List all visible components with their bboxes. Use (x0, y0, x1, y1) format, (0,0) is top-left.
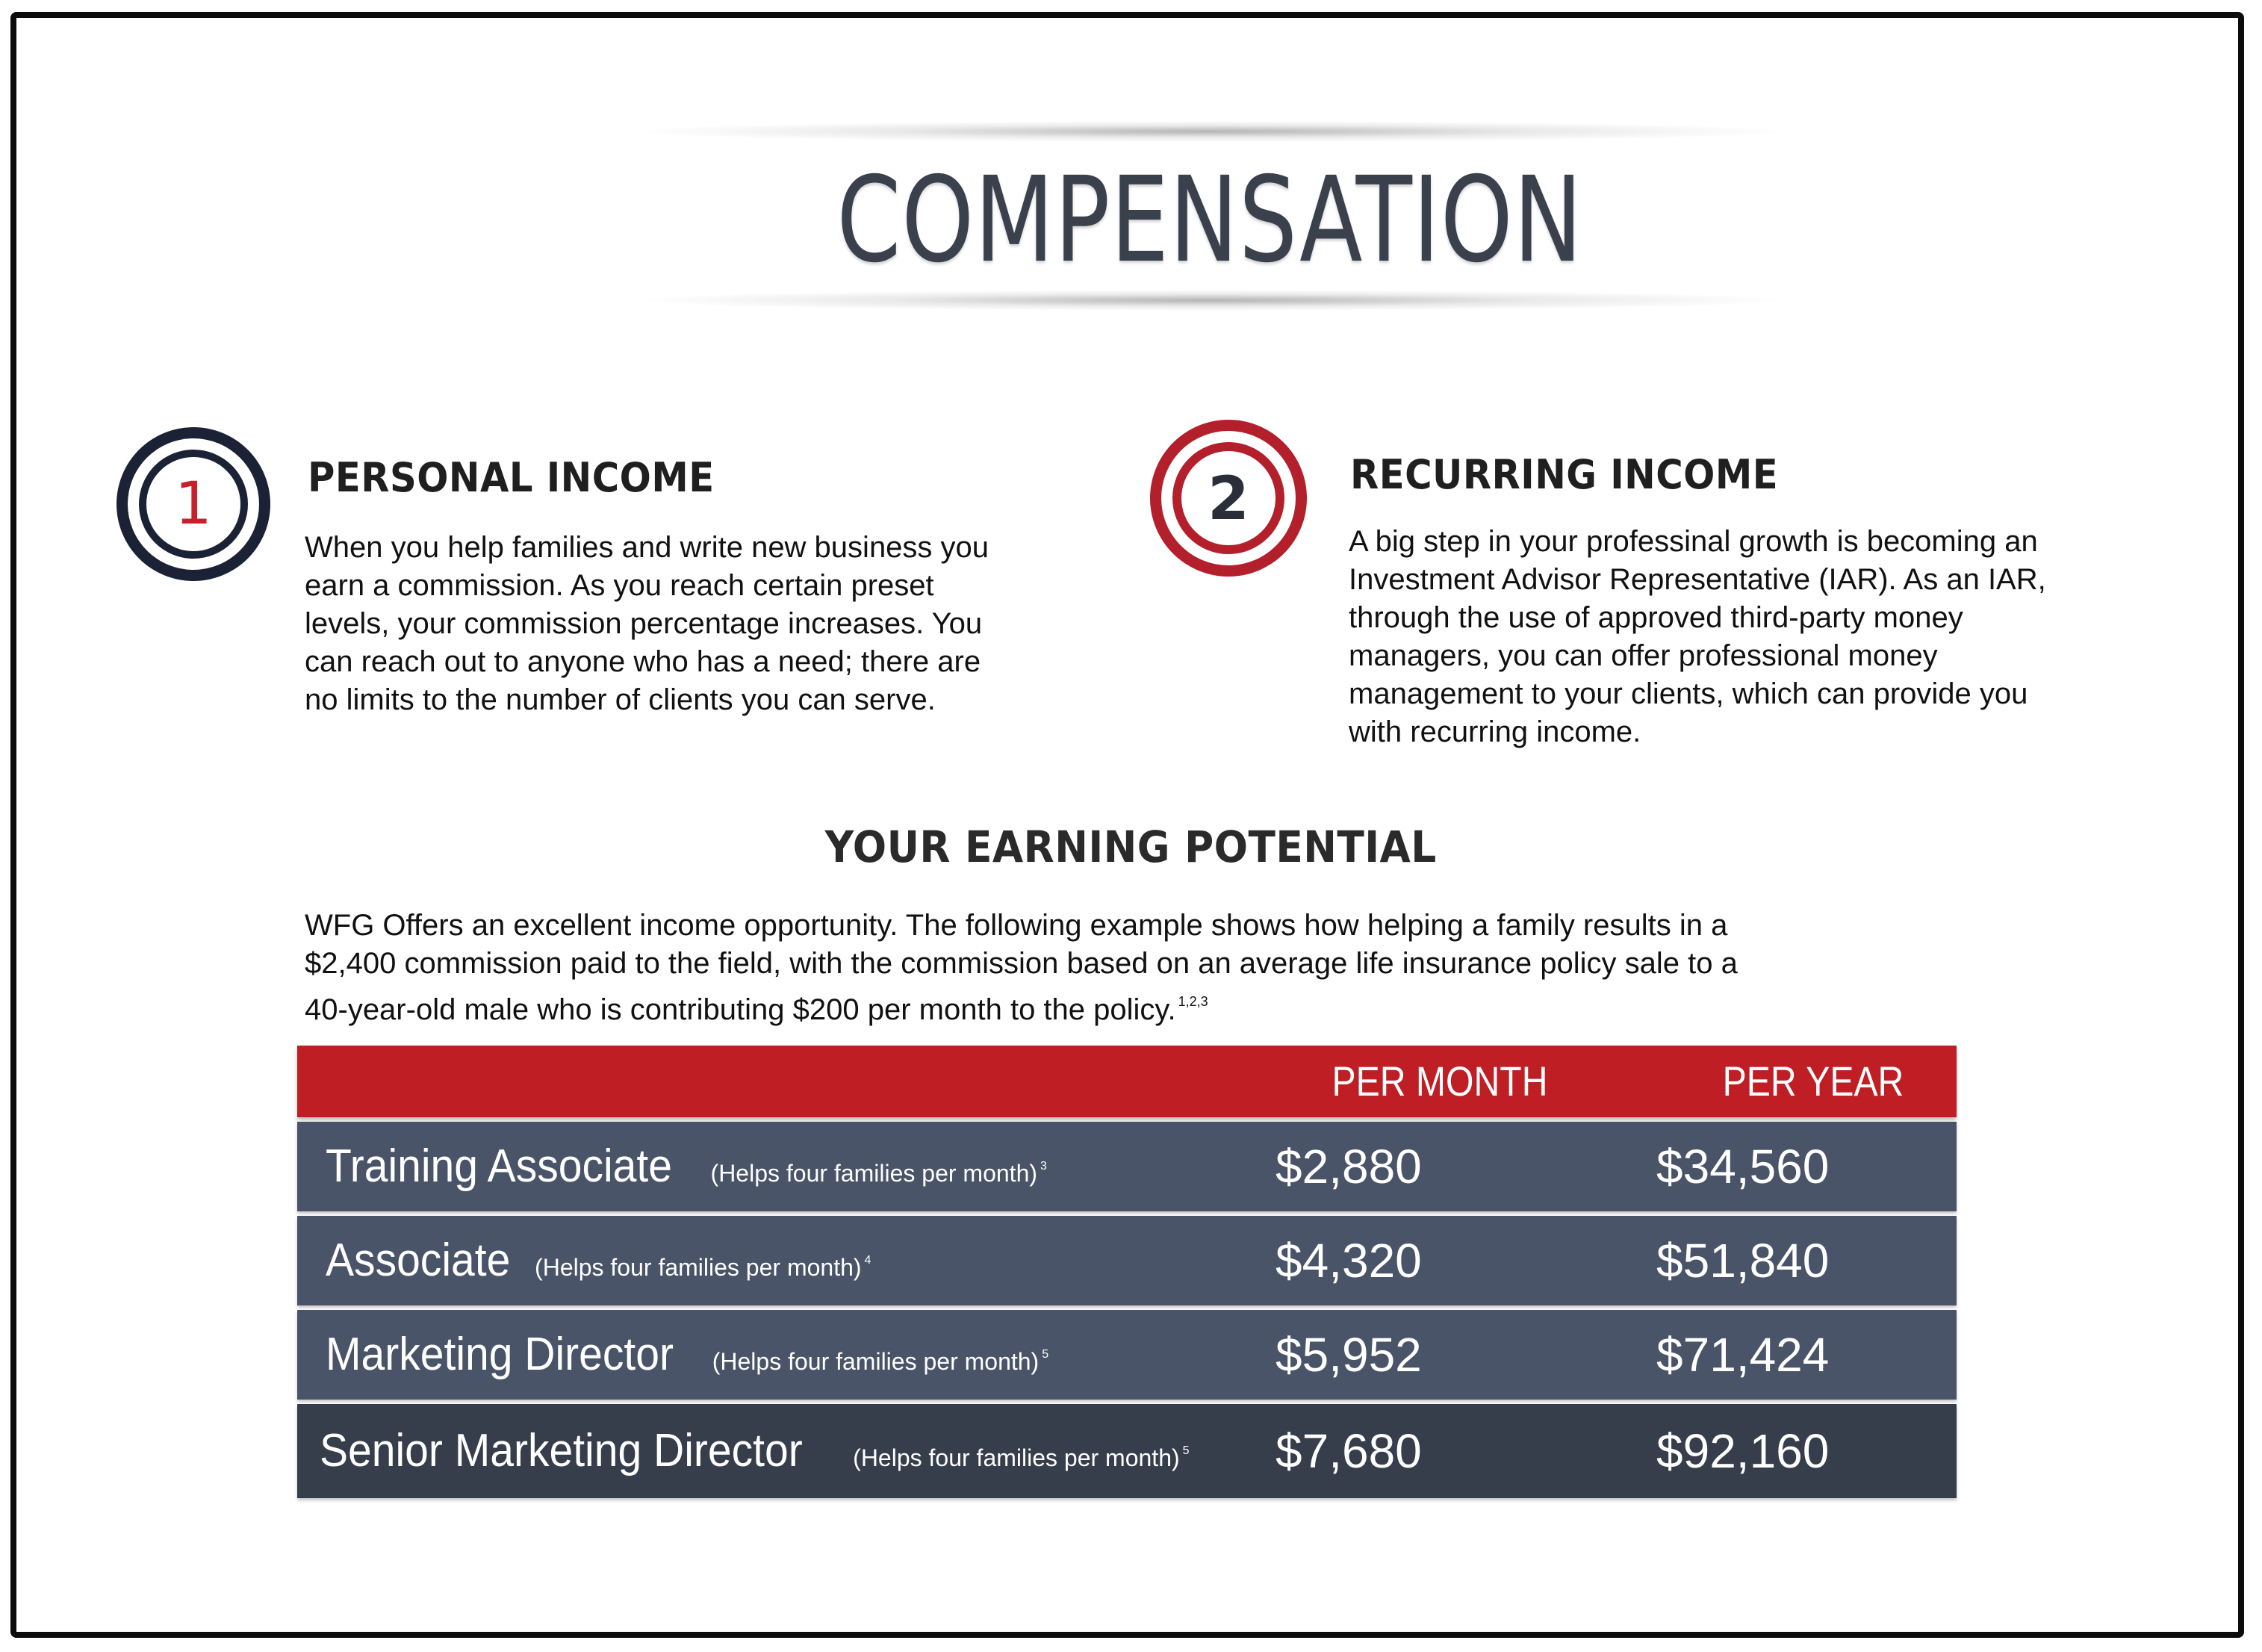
text-line: can reach out to anyone who has a need; there are (305, 645, 981, 678)
table-header (297, 1046, 1957, 1117)
row-label (320, 1404, 1190, 1505)
badge-number: 2 (1172, 442, 1284, 554)
personal-income-text (305, 529, 989, 719)
row-title: Senior Marketing Director (320, 1425, 803, 1476)
footnote-ref: 3 (1040, 1160, 1047, 1173)
text-line: earn a commission. As you reach certain preset (305, 569, 934, 602)
text-line: no limits to the number of clients you can serve. (305, 683, 936, 716)
text-line: Investment Advisor Representative (IAR). As an IAR, (1349, 563, 2046, 596)
per-year-value: $71,424 (1656, 1328, 1830, 1382)
title-banner (642, 112, 1777, 329)
row-note: (Helps four families per month) $^4$ (535, 1254, 871, 1281)
text-line: 40-year-old male who is contributing $200 per month to the policy. $^{1,2,3}$ (305, 993, 1208, 1026)
number-one-badge-icon (116, 427, 270, 581)
text-line: $2,400 commission paid to the field, with the commission based on an average life insurance policy sale to a (305, 947, 1738, 980)
row-label (326, 1122, 1047, 1218)
page-title: COMPENSATION (836, 152, 1583, 289)
text-line: levels, your commission percentage increases. You (305, 607, 983, 640)
recurring-income-heading: RECURRING INCOME (1350, 451, 1779, 498)
footnote-ref: 5 (1182, 1444, 1190, 1457)
row-note: (Helps four families per month) $^5$ (712, 1348, 1049, 1375)
row-title: Marketing Director (326, 1329, 674, 1380)
per-year-value: $34,560 (1656, 1140, 1830, 1193)
earnings-table (297, 1046, 1957, 1498)
row-title: Training Associate (326, 1140, 672, 1192)
recurring-income-text (1349, 523, 2046, 751)
text-line: management to your clients, which can provide you (1349, 677, 2028, 710)
per-month-value: $4,320 (1276, 1234, 1422, 1288)
text-line: managers, you can offer professional money (1349, 639, 1938, 672)
per-year-value: $92,160 (1656, 1424, 1830, 1478)
text-line: through the use of approved third-party money (1349, 601, 1963, 634)
row-note: (Helps four families per month) $^3$ (710, 1160, 1047, 1187)
personal-income-heading: PERSONAL INCOME (308, 454, 715, 501)
table-row (297, 1404, 1957, 1498)
row-label (326, 1310, 1048, 1406)
table-row (297, 1216, 1957, 1305)
per-month-header: PER MONTH (1332, 1058, 1548, 1105)
text-line: with recurring income. (1349, 715, 1641, 748)
earning-intro (305, 907, 1738, 1029)
text-line: A big step in your professinal growth is becoming an (1349, 525, 2038, 558)
footnote-ref: 4 (864, 1254, 871, 1267)
title-rule-bottom (642, 290, 1777, 311)
per-month-value: $7,680 (1276, 1424, 1422, 1478)
per-year-value: $51,840 (1656, 1234, 1830, 1288)
footnote-ref: 5 (1042, 1348, 1049, 1361)
per-month-value: $2,880 (1276, 1140, 1422, 1193)
row-label (326, 1216, 871, 1312)
badge-number: 1 (139, 450, 248, 559)
text-line: When you help families and write new business you (305, 531, 989, 564)
per-year-header: PER YEAR (1722, 1058, 1904, 1105)
table-row (297, 1122, 1957, 1211)
row-note: (Helps four families per month) $^5$ (853, 1444, 1190, 1471)
text-line: WFG Offers an excellent income opportunity. The following example shows how helping a family results in a (305, 909, 1728, 942)
footnote-ref: 1,2,3 (1178, 994, 1208, 1009)
per-month-value: $5,952 (1276, 1328, 1422, 1382)
number-two-badge-icon (1150, 420, 1307, 577)
table-row (297, 1310, 1957, 1400)
row-title: Associate (326, 1235, 511, 1286)
title-rule-top (642, 121, 1777, 142)
earning-potential-heading: YOUR EARNING POTENTIAL (824, 822, 1438, 872)
